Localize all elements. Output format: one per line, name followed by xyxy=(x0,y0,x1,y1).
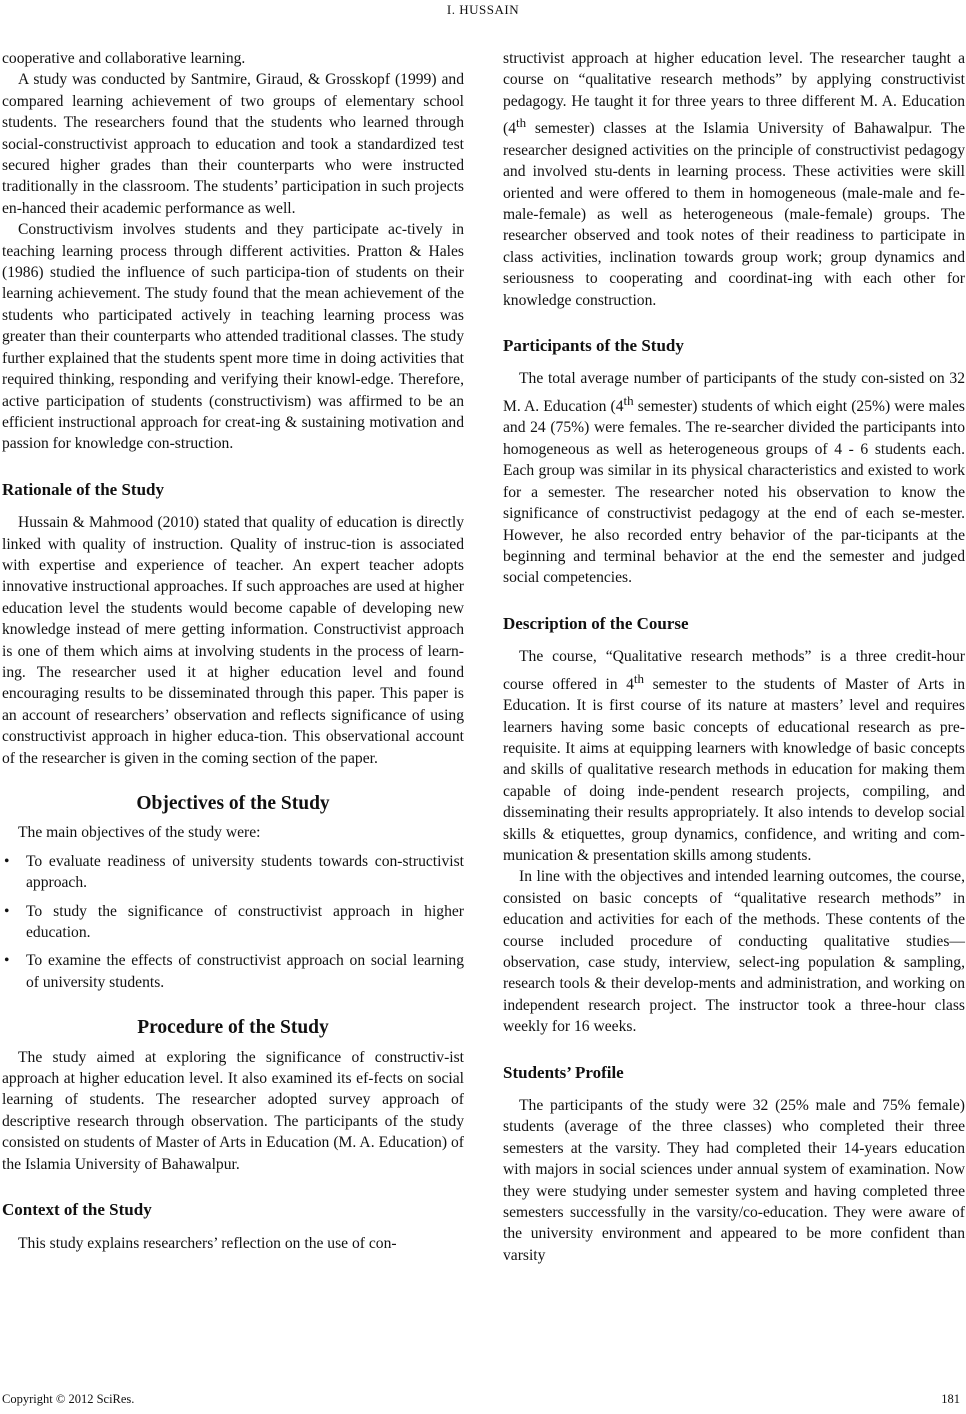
paragraph: The participants of the study were 32 (25% male and 75% female) students (average of the three classes) who completed their three semesters at the varsity. They had completed their 14-years education with majors in social sciences under annual system of examination. Now they were studying under semester system and having completed three semesters successfully in the varsity/co-education. They were aware of the university environment and appeared to be more confident than varsity xyxy=(503,1097,965,1264)
left-column xyxy=(2,48,464,1254)
section-heading-procedure: Procedure of the Study xyxy=(137,1017,329,1039)
list-item xyxy=(2,950,464,993)
list-item-text: To study the significance of constructivist approach in higher education. xyxy=(26,902,464,942)
page-number: 181 xyxy=(941,1392,960,1406)
bullet-icon: • xyxy=(4,902,10,920)
copyright: Copyright © 2012 SciRes. xyxy=(2,1392,135,1406)
paragraph: The study aimed at exploring the significance of constructiv-ist approach at higher education level. It also examined its ef-fects on social learning of students. The researcher adopted survey approach of descriptive research through observation. The participants of the study consisted on students of Master of Arts in Education (M. A. Education) of the Islamia University of Bahawalpur. xyxy=(2,1048,464,1173)
paragraph xyxy=(503,368,965,588)
paragraph: In line with the objectives and intended learning outcomes, the course, consisted on basic concepts of “qualitative research methods” in education and activities for each of the methods. These contents of the course included procedure of conducting qualitative studies—observation, case study, interview, select-ing population & sampling, research tools & their develop-ments and administration, and working on independent research project. The instructor took a three-hour class weekly for 16 weeks. xyxy=(503,868,965,1036)
section-heading-participants: Participants of the Study xyxy=(503,336,684,356)
text-run: The total average number of participants of the study con-sisted on 32 M. A. Education (4 xyxy=(503,370,965,416)
list-item xyxy=(2,851,464,894)
running-head: I. HUSSAIN xyxy=(446,2,520,17)
objectives-list xyxy=(2,851,464,993)
paragraph: A study was conducted by Santmire, Giraud, & Grosskopf (1999) and compared learning achievement of two groups of elementary school students. The researchers found that the students who learned through social-constructivist approach to education and took a standardized test secured higher grades than their counterparts who were instructed traditionally in the classroom. The students’ participation in such projects en-hanced their academic performance as well. xyxy=(2,71,464,217)
superscript: th xyxy=(623,392,634,408)
paragraph: Constructivism involves students and they participate ac-tively in teaching learning process through different activities. Pratton & Hales (1986) studied the influence of such participa-tion of students on their learning achievement. The study found that the mean achievement of the students who participated actively in teaching learning process was greater than their counterparts who attended traditional classes. The study further explained that the students spent more time in doing activities that required thinking, responding and verifying their knowl-edge. Therefore, active participation of students (constructivism) was affirmed to be an efficient instructional approach for creat-ing & sustaining motivation and passion for knowledge con-struction. xyxy=(2,221,464,453)
text-run: structivist approach at higher education level. The researcher taught a course on “qualitative research methods” by applying constructivist pedagogy. He taught it for three years to three different M. A. Education (4 xyxy=(503,50,965,138)
text-run: semester) students of which eight (25%) were males and 24 (75%) were females. The re-searcher divided the participants into homogeneous as well as heterogeneous groups of 4 - 6 students each. Each group was similar in its physical characteristics and existed to work for a semester. The researcher noted his observation to know the significance of constructivist pedagogy at the end of each se-mester. However, he also recorded entry behavior of the par-ticipants at the beginning and terminal behavior at the end the semester and judged social competencies. xyxy=(503,398,966,587)
superscript: th xyxy=(633,670,645,686)
paragraph xyxy=(503,48,965,311)
list-item-text: To evaluate readiness of university students towards con-structivist approach. xyxy=(26,852,464,892)
section-heading-rationale: Rationale of the Study xyxy=(2,479,164,499)
superscript: th xyxy=(516,115,527,131)
paragraph: This study explains researchers’ reflection on the use of con- xyxy=(18,1234,397,1252)
section-heading-course: Description of the Course xyxy=(503,613,689,633)
text-run: The course, “Qualitative research methods” is a three credit-hour course offered in 4 xyxy=(503,648,965,693)
paragraph: Hussain & Mahmood (2010) stated that quality of education is directly linked with quality of instruction. Quality of instruc-tion is associated with expertise and experience of teacher. An expert teacher adopts innovative instructional approaches. If such approaches are used at higher education level the students would become capable of developing new knowledge instead of mere getting information. Constructivist approach is one of them which aims at involving students in the process of learn-ing. The researcher used it at higher education level and found encouraging results to be disseminated through this paper. This paper is an account of researchers’ observation and reflects significance of using constructivist approach in higher educa-tion. This observational account of the researcher is given in the coming section of the paper. xyxy=(2,514,464,767)
objectives-lead: The main objectives of the study were: xyxy=(18,824,261,842)
section-heading-context: Context of the Study xyxy=(2,1200,152,1220)
text-run: semester) classes at the Islamia University of Bahawalpur. The researcher designed activities on the principle of constructivist pedagogy and involved stu-dents in learning process. These activities were skill oriented and were offered to them in homogeneous (male-male and fe-male-female) as well as heterogeneous (male-female) groups. The researcher observed and took notes of their readiness to participate in class activities, inclination towards group work; group dynamics and seriousness to cooperating and coordinat-ing with each other for knowledge construction. xyxy=(503,120,965,309)
text-run: semester to the students of Master of Arts in Education. It is first course of its nature at masters’ level and requires learners having some basic concepts of educational research as pre-requisite. It aims at equipping learners with knowledge of basic concepts and skills of qualitative research methods in education for making them capable of doing inde-pendent research projects, compiling, and disseminating their results appropriately. It also intends to develop social skills & etiquettes, group dynamics, confidence, and writing and com-munication & presentation skills among students. xyxy=(503,675,965,864)
paragraph xyxy=(503,646,965,866)
section-heading-profile: Students’ Profile xyxy=(503,1062,624,1082)
bullet-icon: • xyxy=(4,952,10,970)
paragraph: cooperative and collaborative learning. xyxy=(2,50,246,67)
right-column xyxy=(503,48,965,1266)
list-item xyxy=(2,901,464,944)
bullet-icon: • xyxy=(4,852,10,870)
list-item-text: To examine the effects of constructivist approach on social learning of university students. xyxy=(26,952,464,991)
section-heading-objectives: Objectives of the Study xyxy=(136,793,330,814)
